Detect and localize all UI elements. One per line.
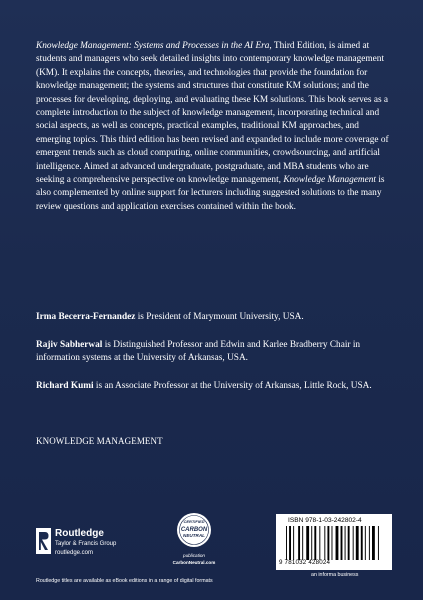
barcode-bar — [298, 526, 300, 560]
barcode-bar — [293, 526, 294, 560]
barcode-bar — [369, 526, 370, 560]
description-part-1: , Third Edition, is aimed at students and managers who seek detailed insights into contemporary knowledge management (KM). It explains the concepts, theories, and technologies that provide the foundation for knowledge management; the systems and structures that constitute KM solutions; and the processes for developing, deploying, and evaluating these KM solutions. This book serves as a complete introduction to the subject of knowledge management, incorporating technical and social aspects, as well as concepts, practical examples, traditional KM approaches, and emerging topics. This third edition has been revised and expanded to include more coverage of emergent trends such as cloud computing, online communities, crowdsourcing, and artificial intelligence. Aimed at advanced undergraduate, postgraduate, and MBA students who are seeking a comprehensive perspective on knowledge management, — [36, 41, 389, 186]
barcode-bar — [378, 526, 379, 560]
barcode-bar — [348, 526, 350, 560]
barcode-bar — [356, 526, 359, 560]
barcode-bar — [345, 526, 346, 560]
routledge-emblem-icon — [36, 528, 51, 554]
informa-tagline: an informa business — [311, 572, 359, 578]
author-bio-text: is Distinguished Professor and Edwin and Karlee Bradberry Chair in information systems at the University of Arkansas, USA. — [36, 340, 361, 364]
barcode-bar — [319, 526, 320, 560]
barcode-bar — [361, 526, 363, 560]
subject-category: KNOWLEDGE MANAGEMENT — [36, 436, 163, 446]
seal-url: CarbonNeutral.com — [172, 560, 216, 565]
barcode-bar — [372, 526, 375, 560]
barcode-bar — [365, 526, 366, 560]
barcode-bar — [353, 526, 354, 560]
seal-carbon: CARBON — [180, 527, 208, 533]
barcode-bar — [341, 526, 343, 560]
short-title-italic: Knowledge Management — [283, 175, 377, 186]
barcode-bar — [327, 526, 329, 560]
publisher-url: routledge.com — [55, 550, 94, 556]
barcode-bar — [302, 526, 303, 560]
barcode-bar — [336, 526, 339, 560]
author-name: Irma Becerra-Fernandez — [36, 312, 136, 322]
author-bio-text: is President of Marymount University, USA. — [135, 312, 304, 322]
book-title-italic: Knowledge Management: Systems and Processes in the AI Era — [36, 41, 270, 51]
barcode-bar — [306, 526, 309, 560]
seal-certified: CERTIFIED — [183, 519, 205, 524]
publisher-group: Taylor & Francis Group — [55, 541, 117, 547]
isbn-barcode — [276, 514, 392, 570]
isbn-number: ISBN 978-1-03-242802-4 — [288, 517, 362, 524]
barcode-bar — [332, 526, 333, 560]
author-bio — [36, 339, 396, 366]
book-description — [36, 40, 396, 214]
seal-publication-label: publication — [183, 553, 205, 558]
ebook-availability-note: Routledge titles are available as eBook editions in a range of digital formats — [36, 578, 213, 584]
barcode-bar — [324, 526, 325, 560]
author-bio — [36, 380, 396, 393]
barcode-bar — [311, 526, 312, 560]
barcode-bar — [286, 526, 287, 560]
description-part-2: is also complemented by online support for lecturers including suggested solutions to the many review questions and application exercises contained within the book. — [36, 175, 385, 212]
author-bio-text: is an Associate Professor at the University of Arkansas, Little Rock, USA. — [93, 381, 372, 391]
publisher-logo — [36, 528, 156, 568]
barcode-bars — [284, 526, 384, 560]
author-name: Rajiv Sabherwal — [36, 340, 103, 350]
seal-neutral: NEUTRAL — [183, 533, 205, 538]
barcode-bar — [314, 526, 316, 560]
barcode-bar — [289, 526, 291, 560]
author-name: Richard Kumi — [36, 381, 94, 391]
publisher-name: Routledge — [55, 528, 104, 539]
barcode-digits: 9 781032 428024 — [279, 559, 331, 566]
carbon-neutral-seal-icon — [176, 512, 212, 548]
author-bio — [36, 311, 396, 324]
